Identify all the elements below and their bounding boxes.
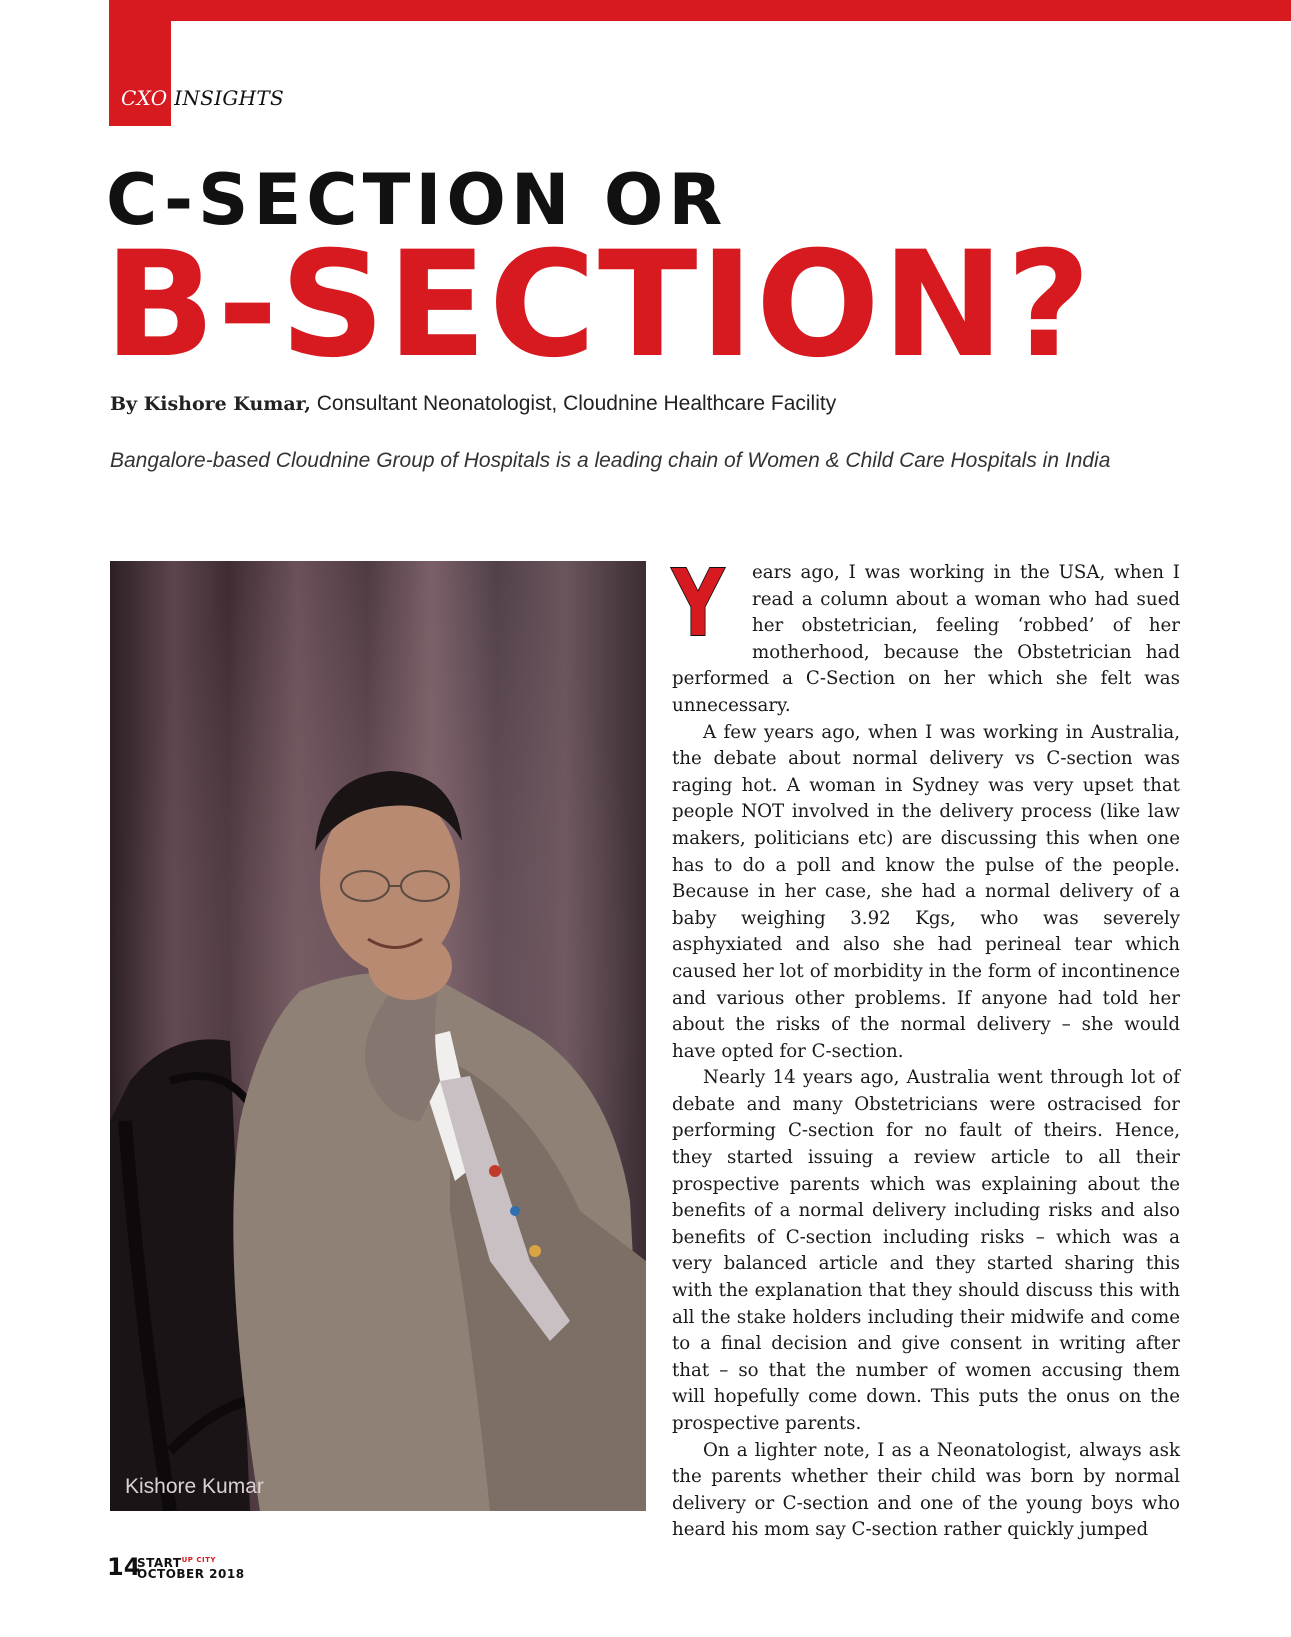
drop-cap: Y — [672, 550, 724, 657]
photo-caption: Kishore Kumar — [125, 1475, 264, 1498]
headline-line-1: C-SECTION OR — [106, 159, 728, 241]
section-label-insights: INSIGHTS — [167, 86, 285, 110]
author-photo — [110, 561, 646, 1511]
author-photo-illustration — [110, 561, 646, 1511]
page-number: 14 — [107, 1553, 141, 1581]
intro-standfirst: Bangalore-based Cloudnine Group of Hospitals is a leading chain of Women & Child Care Hospitals in India — [110, 449, 1111, 472]
author-name: Kishore Kumar, — [143, 393, 311, 415]
top-accent-bar — [109, 0, 1291, 21]
brand-logo: START — [137, 1556, 182, 1570]
headline-line-2: B-SECTION? — [104, 220, 1093, 390]
article-paragraph-3: Nearly 14 years ago, Australia went through lot of debate and many Obstetricians were ostracised for performing C-section for no fault of theirs. Hence, they started issuing a review article to all their prospective parents which was explaining about the benefits of a normal delivery including risks and also benefits of C-section including risks – which was a very balanced article and they started sharing this with the explanation that they should discuss this with all the stake holders including their midwife and come to a final decision and give consent in writing after that – so that the number of women accusing them will hopefully come down. This puts the onus on the prospective parents. — [672, 1067, 1180, 1434]
brand-logo-sup: UP CITY — [181, 1556, 216, 1564]
byline — [110, 392, 836, 416]
article-paragraph-2: A few years ago, when I was working in Australia, the debate about normal delivery vs C-section was raging hot. A woman in Sydney was very upset that people NOT involved in the delivery process (like law makers, politicians etc) are discussing this when one has to do a poll and know the pulse of the people. Because in her case, she had a normal delivery of a baby weighing 3.92 Kgs, who was severely asphyxiated and also she had perineal tear which caused her lot of morbidity in the form of incontinence and various other problems. If anyone had told her about the risks of the normal delivery – she would have opted for C-section. — [672, 721, 1180, 1062]
byline-prefix: By — [110, 393, 144, 415]
article-paragraph-4: On a lighter note, I as a Neonatologist, always ask the parents whether their child was born by normal delivery or C-section and one of the young boys who heard his mom say C-section rather quickly jumped — [672, 1439, 1180, 1541]
article-body — [672, 550, 1180, 1544]
section-label-cxo: CXO — [121, 86, 168, 110]
article-paragraph-1: Y ears ago, I was working in the USA, when I read a column about a woman who had sued her obstetrician, feeling ‘robbed’ of her motherhood, because the Obstetrician had performed a C-Section on her which she felt was unnecessary. — [672, 550, 1180, 716]
magazine-brand — [137, 1555, 245, 1580]
author-role: Consultant Neonatologist, Cloudnine Healthcare Facility — [310, 392, 837, 415]
section-label — [121, 86, 284, 110]
issue-date: OCTOBER 2018 — [137, 1567, 245, 1581]
